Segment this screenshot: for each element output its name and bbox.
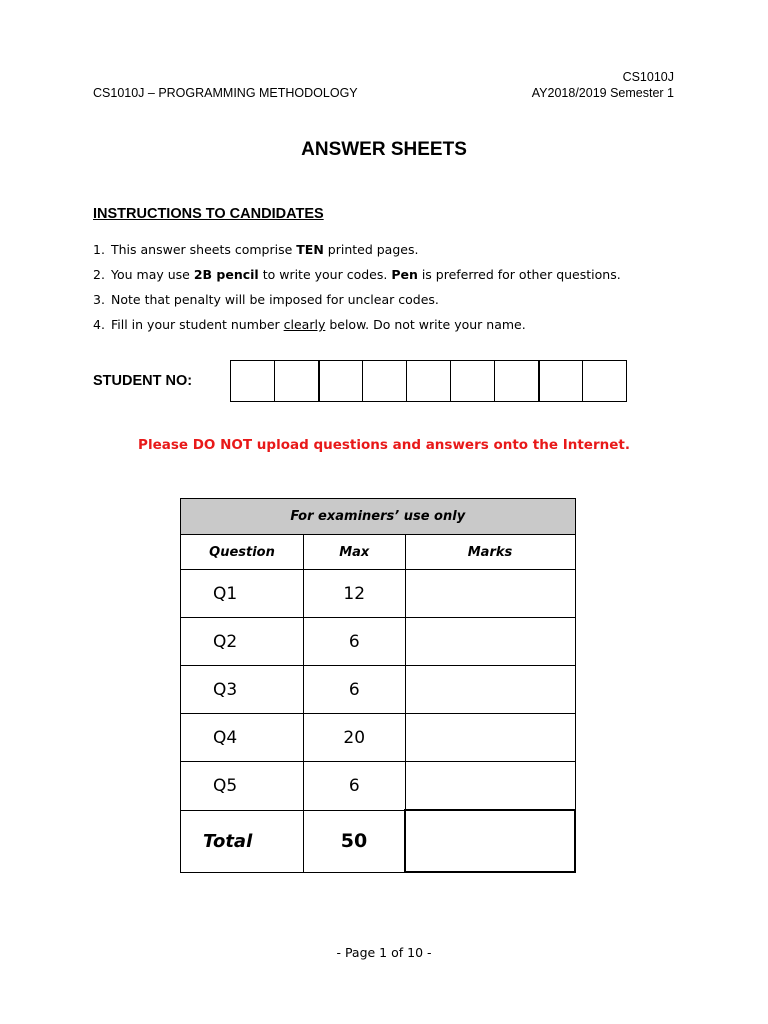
instruction-item	[93, 240, 621, 265]
instruction-item	[93, 265, 621, 290]
column-header-max: Max	[304, 535, 406, 570]
examiner-marks-table	[180, 498, 576, 873]
instruction-text: This answer sheets comprise	[111, 242, 297, 257]
instruction-text: 2B pencil	[193, 267, 259, 282]
course-title: CS1010J – PROGRAMMING METHODOLOGY	[93, 86, 358, 100]
instruction-text: is preferred for other questions.	[417, 267, 621, 282]
max-cell: 20	[304, 714, 406, 762]
max-cell: 12	[304, 570, 406, 618]
upload-warning: Please DO NOT upload questions and answers onto the Internet.	[138, 437, 630, 453]
semester-label: AY2018/2019 Semester 1	[531, 86, 674, 100]
total-marks-cell[interactable]	[405, 810, 575, 872]
instruction-text: You may use	[111, 267, 194, 282]
student-no-digit-box[interactable]	[494, 361, 538, 401]
page-number: - Page 1 of 10 -	[336, 945, 432, 960]
marks-cell[interactable]	[405, 714, 575, 762]
question-cell: Q3	[181, 666, 304, 714]
column-header-marks: Marks	[405, 535, 575, 570]
instruction-text: clearly	[283, 317, 326, 332]
table-row	[181, 666, 576, 714]
marks-cell[interactable]	[405, 618, 575, 666]
instruction-number: 1.	[93, 242, 105, 257]
column-header-question: Question	[181, 535, 304, 570]
student-no-boxes	[230, 360, 627, 402]
student-no-digit-box[interactable]	[362, 361, 406, 401]
instruction-text: Fill in your student number	[111, 317, 284, 332]
instruction-number: 2.	[93, 267, 105, 282]
instruction-text: below. Do not write your name.	[325, 317, 526, 332]
student-no-digit-box[interactable]	[582, 361, 626, 401]
instruction-item	[93, 315, 621, 340]
student-no-digit-box[interactable]	[406, 361, 450, 401]
question-cell: Q4	[181, 714, 304, 762]
total-max: 50	[304, 810, 406, 872]
course-code-top: CS1010J	[622, 70, 674, 84]
instruction-number: 3.	[93, 292, 105, 307]
question-cell: Q5	[181, 762, 304, 811]
student-no-digit-box[interactable]	[318, 361, 362, 401]
max-cell: 6	[304, 762, 406, 811]
document-title: ANSWER SHEETS	[301, 139, 467, 160]
student-no-digit-box[interactable]	[274, 361, 318, 401]
max-cell: 6	[304, 618, 406, 666]
table-row	[181, 570, 576, 618]
instruction-text: printed pages.	[323, 242, 419, 257]
student-no-digit-box[interactable]	[231, 361, 274, 401]
total-label: Total	[181, 810, 304, 872]
question-cell: Q2	[181, 618, 304, 666]
instruction-text: to write your codes.	[258, 267, 392, 282]
instruction-text: Note that penalty will be imposed for unclear codes.	[111, 292, 439, 307]
instructions-list	[93, 240, 621, 340]
marks-cell[interactable]	[405, 666, 575, 714]
table-row	[181, 714, 576, 762]
max-cell: 6	[304, 666, 406, 714]
examiner-table-title: For examiners’ use only	[181, 499, 576, 535]
table-row	[181, 618, 576, 666]
student-no-digit-box[interactable]	[538, 361, 582, 401]
total-row	[181, 810, 576, 872]
instruction-text: TEN	[296, 242, 324, 257]
table-row	[181, 762, 576, 811]
instructions-heading: INSTRUCTIONS TO CANDIDATES	[93, 206, 324, 222]
instruction-item	[93, 290, 621, 315]
marks-cell[interactable]	[405, 570, 575, 618]
instruction-text: Pen	[391, 267, 418, 282]
student-no-label: STUDENT NO:	[93, 373, 193, 389]
instruction-number: 4.	[93, 317, 105, 332]
student-no-digit-box[interactable]	[450, 361, 494, 401]
question-cell: Q1	[181, 570, 304, 618]
marks-cell[interactable]	[405, 762, 575, 811]
